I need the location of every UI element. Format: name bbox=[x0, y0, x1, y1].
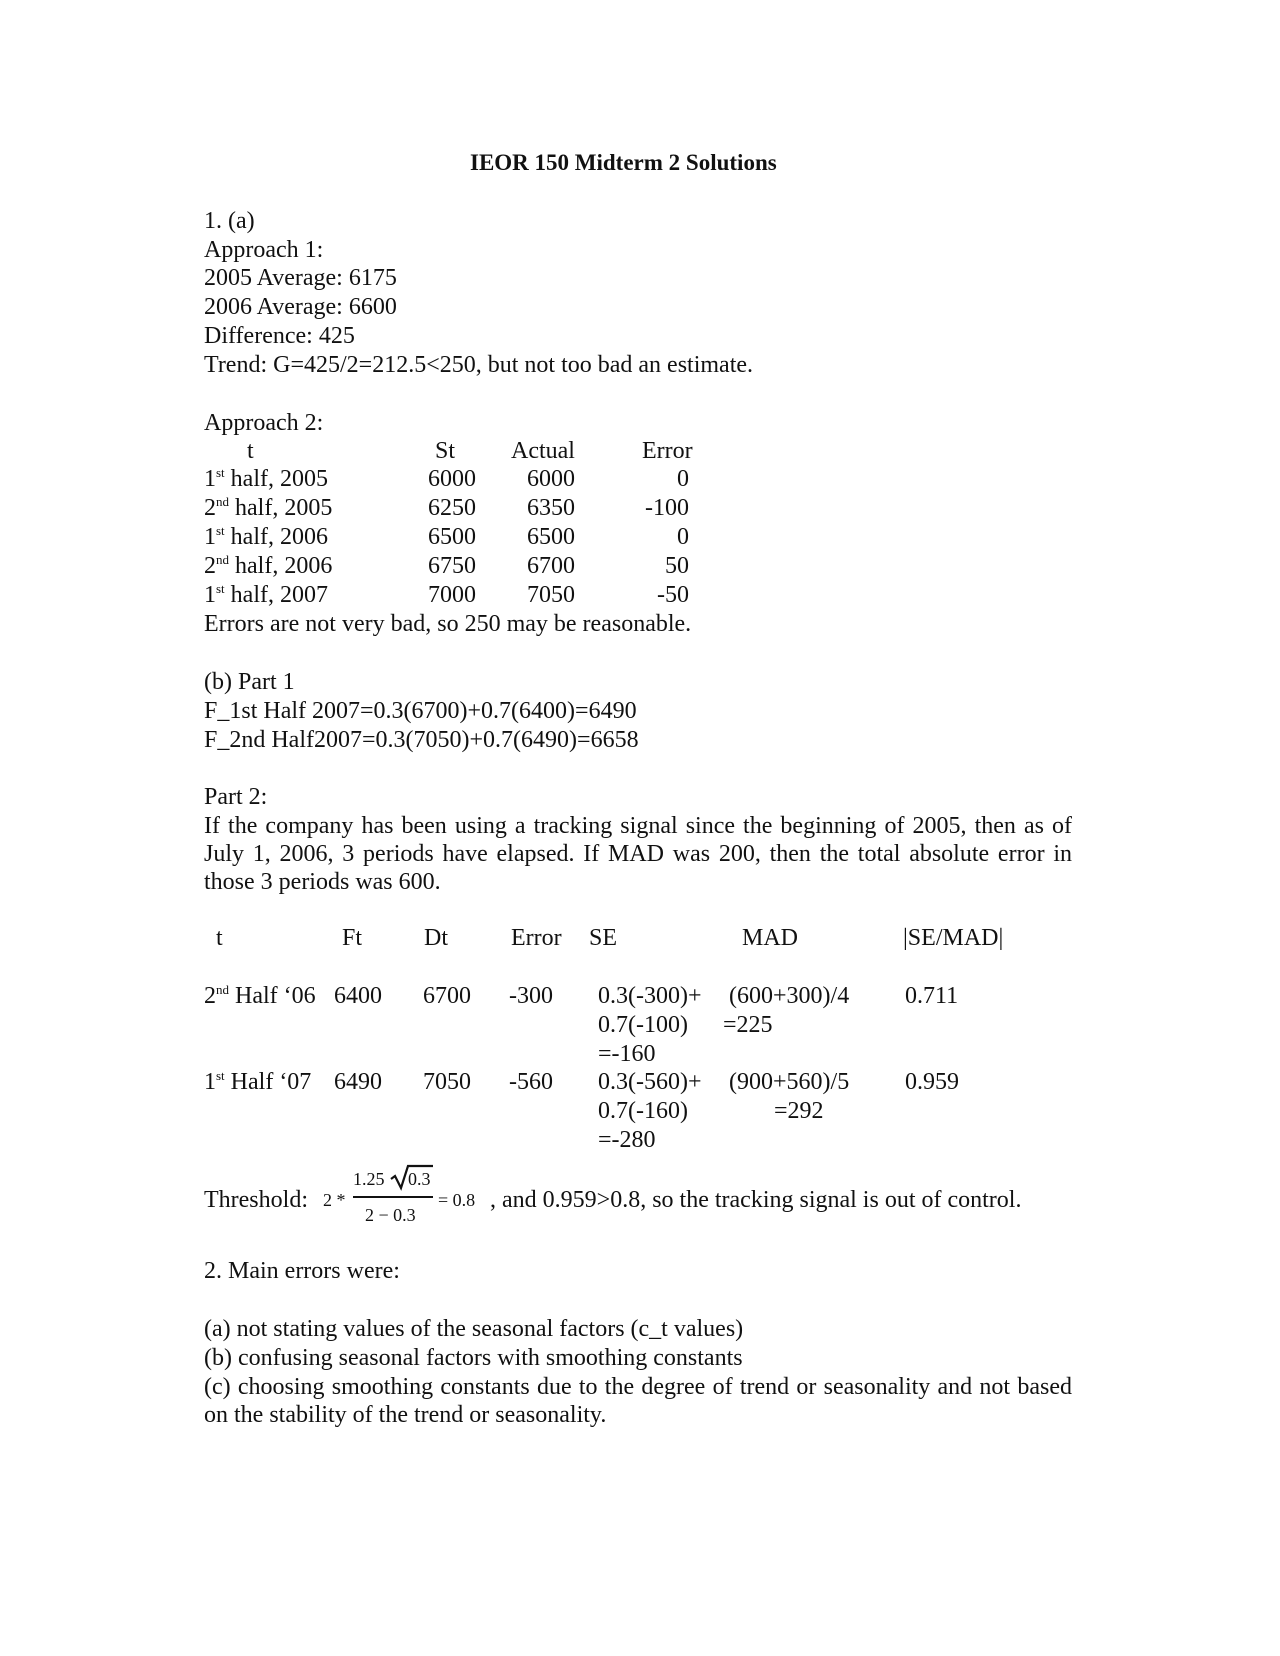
partb-line: F_2nd Half2007=0.3(7050)+0.7(6490)=6658 bbox=[204, 727, 639, 753]
tracking-header-se: SE bbox=[589, 925, 618, 951]
partb-line: F_1st Half 2007=0.3(6700)+0.7(6400)=6490 bbox=[204, 698, 637, 724]
approach1-line: Difference: 425 bbox=[204, 323, 355, 349]
q2-item: (b) confusing seasonal factors with smoothing constants bbox=[204, 1345, 743, 1371]
table-row-label: 2nd Half ‘06 bbox=[204, 982, 316, 1009]
table-cell-error: -50 bbox=[657, 582, 689, 608]
table-cell-se: =-160 bbox=[598, 1041, 656, 1067]
table-cell-error: 0 bbox=[677, 466, 689, 492]
table-row-label: 1st half, 2005 bbox=[204, 465, 328, 492]
approach2-header-actual: Actual bbox=[511, 438, 575, 464]
table-cell-dt: 7050 bbox=[423, 1069, 471, 1095]
threshold-equals: = 0.8 bbox=[438, 1190, 476, 1210]
q2-heading: 2. Main errors were: bbox=[204, 1258, 400, 1284]
page-title: IEOR 150 Midterm 2 Solutions bbox=[470, 150, 777, 175]
table-cell-st: 6500 bbox=[428, 524, 476, 550]
table-cell-se: 0.7(-160) bbox=[598, 1098, 688, 1124]
tracking-header-error: Error bbox=[511, 925, 562, 951]
table-cell-se: 0.3(-300)+ bbox=[598, 983, 702, 1009]
table-cell-actual: 6500 bbox=[527, 524, 575, 550]
table-cell-error: 50 bbox=[665, 553, 689, 579]
tracking-header-ratio: |SE/MAD| bbox=[903, 925, 1004, 951]
table-cell-mad: (600+300)/4 bbox=[729, 983, 850, 1009]
table-cell-error: -560 bbox=[509, 1069, 553, 1095]
fraction-bar bbox=[353, 1196, 433, 1198]
table-cell-mad: (900+560)/5 bbox=[729, 1069, 850, 1095]
threshold-denominator: 2 − 0.3 bbox=[365, 1205, 416, 1225]
table-row-label: 1st half, 2006 bbox=[204, 523, 328, 550]
table-cell-actual: 6000 bbox=[527, 466, 575, 492]
approach1-line: 2005 Average: 6175 bbox=[204, 265, 397, 291]
threshold-label: Threshold: bbox=[204, 1187, 308, 1213]
table-cell-error: -300 bbox=[509, 983, 553, 1009]
table-cell-actual: 6700 bbox=[527, 553, 575, 579]
table-cell-dt: 6700 bbox=[423, 983, 471, 1009]
table-cell-se: 0.7(-100) bbox=[598, 1012, 688, 1038]
part2-heading: Part 2: bbox=[204, 784, 268, 810]
q2-item: (a) not stating values of the seasonal factors (c_t values) bbox=[204, 1316, 744, 1342]
table-cell-st: 6250 bbox=[428, 495, 476, 521]
table-cell-error: 0 bbox=[677, 524, 689, 550]
table-cell-error: -100 bbox=[645, 495, 689, 521]
part2-paragraph: If the company has been using a tracking signal since the beginning of 2005, then as of July 1, 2006, 3 periods have elapsed. If MAD was 200, then the total absolute error in those 3 periods was 600. bbox=[204, 813, 1072, 895]
threshold-prefix: 2 * bbox=[323, 1190, 346, 1210]
table-cell-ratio: 0.711 bbox=[905, 983, 959, 1009]
table-cell-se: 0.3(-560)+ bbox=[598, 1069, 702, 1095]
approach2-header-t: t bbox=[247, 438, 254, 464]
threshold-numerator-coefficient: 1.25 bbox=[353, 1169, 385, 1189]
table-cell-mad: =225 bbox=[723, 1012, 773, 1038]
table-row-label: 1st half, 2007 bbox=[204, 581, 328, 608]
table-cell-st: 6750 bbox=[428, 553, 476, 579]
approach1-line: Trend: G=425/2=212.5<250, but not too bad an estimate. bbox=[204, 352, 754, 378]
table-cell-st: 7000 bbox=[428, 582, 476, 608]
table-cell-st: 6000 bbox=[428, 466, 476, 492]
q2-item: (c) choosing smoothing constants due to the degree of trend or seasonality and not based on the stability of the trend or seasonality. bbox=[204, 1374, 1072, 1428]
table-cell-actual: 7050 bbox=[527, 582, 575, 608]
table-cell-ft: 6400 bbox=[334, 983, 382, 1009]
table-cell-actual: 6350 bbox=[527, 495, 575, 521]
tracking-header-ft: Ft bbox=[342, 925, 363, 951]
table-row-label: 2nd half, 2005 bbox=[204, 494, 333, 521]
table-cell-se: =-280 bbox=[598, 1127, 656, 1153]
tracking-header-t: t bbox=[216, 925, 223, 951]
table-cell-ratio: 0.959 bbox=[905, 1069, 959, 1095]
table-cell-mad: =292 bbox=[774, 1098, 824, 1124]
approach2-header-error: Error bbox=[642, 438, 693, 464]
approach2-header-st: St bbox=[435, 438, 456, 464]
threshold-numerator-radicand: 0.3 bbox=[408, 1169, 431, 1189]
tracking-header-mad: MAD bbox=[742, 925, 799, 951]
table-cell-ft: 6490 bbox=[334, 1069, 382, 1095]
approach2-heading: Approach 2: bbox=[204, 410, 324, 436]
approach2-conclusion: Errors are not very bad, so 250 may be reasonable. bbox=[204, 611, 692, 637]
table-row-label: 2nd half, 2006 bbox=[204, 552, 333, 579]
q1-label: 1. (a) bbox=[204, 208, 255, 234]
approach1-heading: Approach 1: bbox=[204, 237, 324, 263]
partb-heading: (b) Part 1 bbox=[204, 669, 295, 695]
approach1-line: 2006 Average: 6600 bbox=[204, 294, 397, 320]
tracking-header-dt: Dt bbox=[424, 925, 448, 951]
threshold-conclusion: , and 0.959>0.8, so the tracking signal is out of control. bbox=[490, 1187, 1022, 1213]
table-row-label: 1st Half ‘07 bbox=[204, 1068, 312, 1095]
